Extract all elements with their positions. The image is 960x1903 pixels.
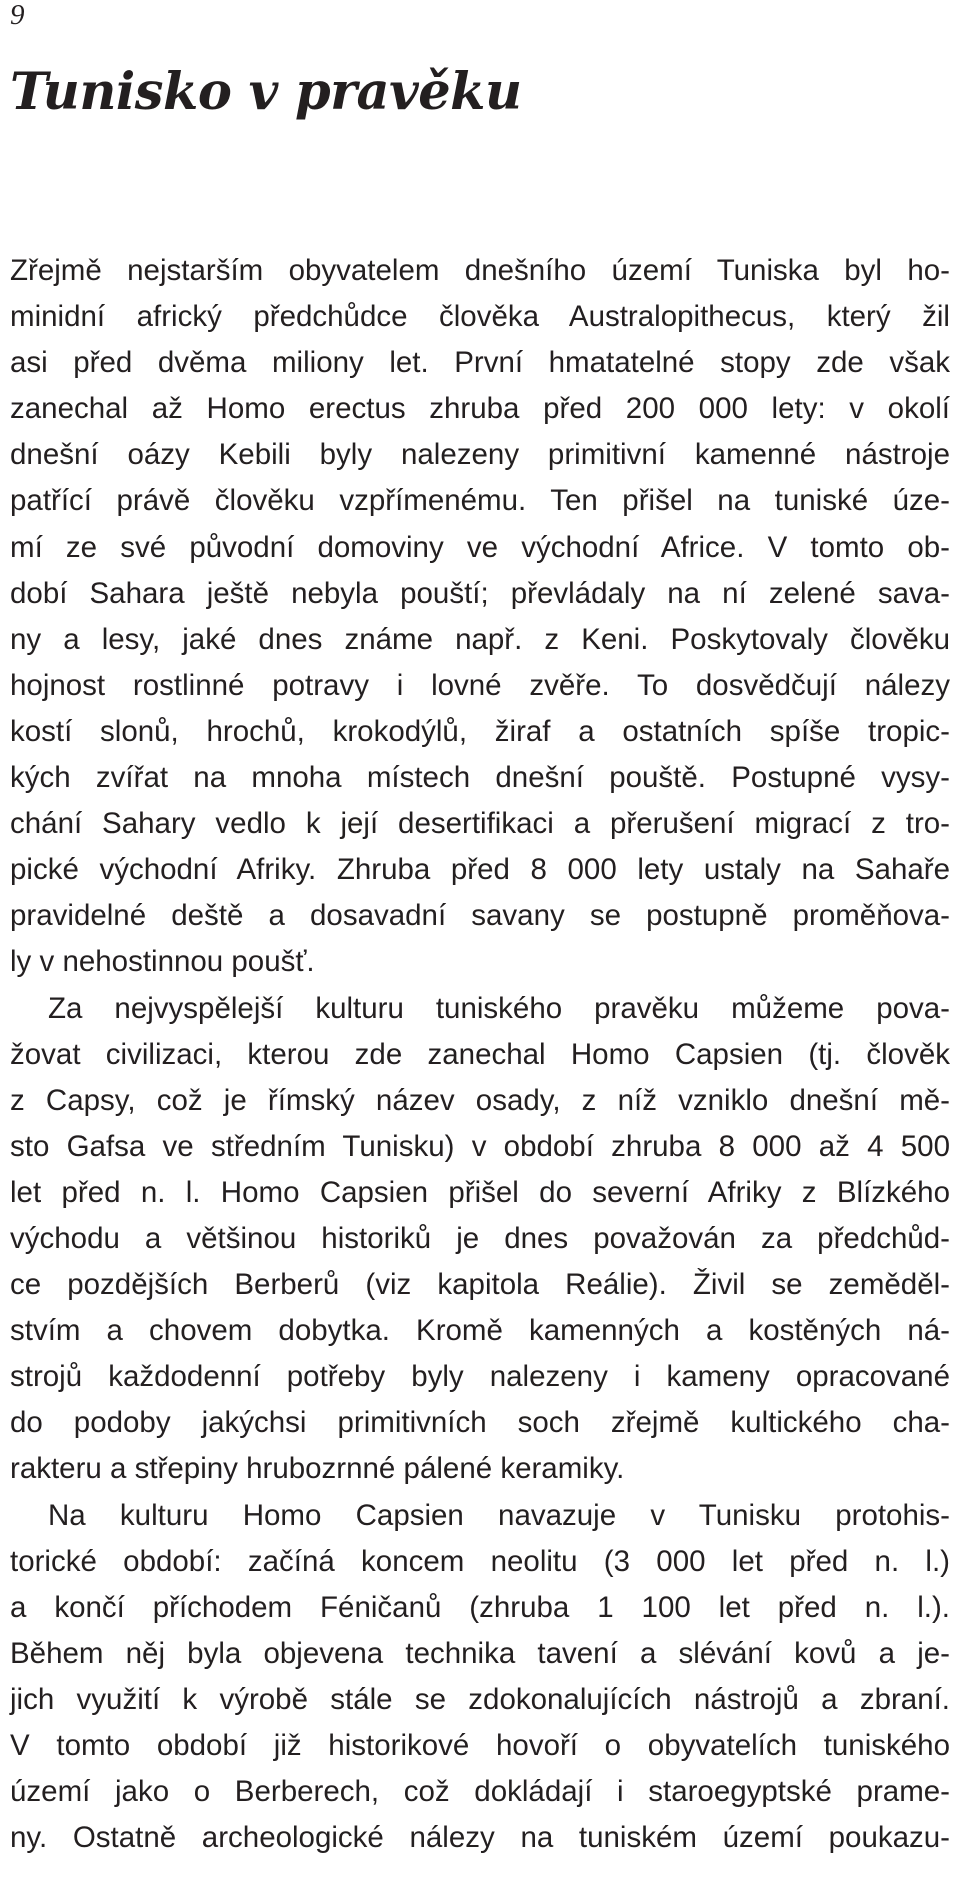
text-line: sto Gafsa ve středním Tunisku) v období zhruba 8 000 až 4 500 (10, 1129, 950, 1163)
text-line: pravidelné deště a dosavadní savany se postupně proměňova- (10, 899, 950, 933)
text-line: jich využití k výrobě stále se zdokonalujících nástrojů a zbraní. (10, 1682, 950, 1716)
text-line: chání Sahary vedlo k její desertifikaci a přerušení migrací z tro- (10, 807, 950, 841)
body-text (10, 248, 950, 1861)
text-line: ly v nehostinnou poušť. (10, 945, 315, 979)
text-line: hojnost rostlinné potravy i lovné zvěře. To dosvědčují nálezy (10, 668, 950, 702)
text-line: z Capsy, což je římský název osady, z níž vzniklo dnešní mě- (10, 1083, 950, 1117)
text-line: asi před dvěma miliony let. První hmatatelné stopy zde však (10, 346, 950, 380)
text-line: Za nejvyspělejší kulturu tuniského pravěku můžeme pova- (48, 991, 950, 1025)
text-line: Na kulturu Homo Capsien navazuje v Tunisku protohis- (48, 1498, 950, 1532)
text-line: V tomto období již historikové hovoří o obyvatelích tuniského (10, 1729, 950, 1762)
text-line: minidní africký předchůdce člověka Australopithecus, který žil (10, 300, 950, 334)
text-line: kých zvířat na mnoha místech dnešní pouště. Postupné vysy- (10, 761, 950, 795)
text-line: území jako o Berberech, což dokládají i staroegyptské prame- (10, 1775, 950, 1809)
paragraph (10, 1493, 950, 1862)
text-line: ce pozdějších Berberů (viz kapitola Reálie). Živil se zeměděl- (10, 1268, 950, 1302)
text-line: ny. Ostatně archeologické nálezy na tuniském území poukazu- (10, 1821, 950, 1855)
text-line: stvím a chovem dobytka. Kromě kamenných a kostěných ná- (10, 1314, 950, 1348)
text-line: kostí slonů, hrochů, krokodýlů, žiraf a ostatních spíše tropic- (10, 714, 950, 748)
text-line: Během něj byla objevena technika tavení a slévání kovů a je- (10, 1636, 950, 1670)
text-line: Zřejmě nejstarším obyvatelem dnešního území Tuniska byl ho- (10, 254, 950, 287)
text-line: dobí Sahara ještě nebyla pouští; převládaly na ní zelené sava- (10, 576, 950, 610)
text-line: rakteru a střepiny hrubozrnné pálené keramiky. (10, 1452, 625, 1486)
text-line: do podoby jakýchsi primitivních soch zřejmě kultického cha- (10, 1406, 950, 1440)
text-line: východu a většinou historiků je dnes považován za předchůd- (10, 1221, 950, 1255)
text-line: dnešní oázy Kebili byly nalezeny primitivní kamenné nástroje (10, 438, 950, 472)
text-line: žovat civilizaci, kterou zde zanechal Homo Capsien (tj. člověk (10, 1037, 950, 1071)
text-line: strojů každodenní potřeby byly nalezeny i kameny opracované (10, 1360, 950, 1394)
text-line: pické východní Afriky. Zhruba před 8 000 lety ustaly na Sahaře (10, 853, 950, 887)
chapter-title: Tunisko v pravěku (10, 62, 522, 122)
paragraph (10, 986, 950, 1493)
paragraph (10, 248, 950, 986)
page-number: 9 (10, 0, 25, 31)
text-line: ny a lesy, jaké dnes známe např. z Keni. Poskytovaly člověku (10, 622, 950, 656)
text-line: let před n. l. Homo Capsien přišel do severní Afriky z Blízkého (10, 1175, 950, 1209)
text-line: a končí příchodem Féničanů (zhruba 1 100 let před n. l.). (10, 1590, 950, 1624)
text-line: patřící právě člověku vzpřímenému. Ten přišel na tuniské úze- (10, 484, 950, 518)
text-line: torické období: začíná koncem neolitu (3 000 let před n. l.) (10, 1544, 950, 1578)
text-line: mí ze své původní domoviny ve východní Africe. V tomto ob- (10, 530, 950, 564)
text-line: zanechal až Homo erectus zhruba před 200 000 lety: v okolí (10, 392, 950, 426)
